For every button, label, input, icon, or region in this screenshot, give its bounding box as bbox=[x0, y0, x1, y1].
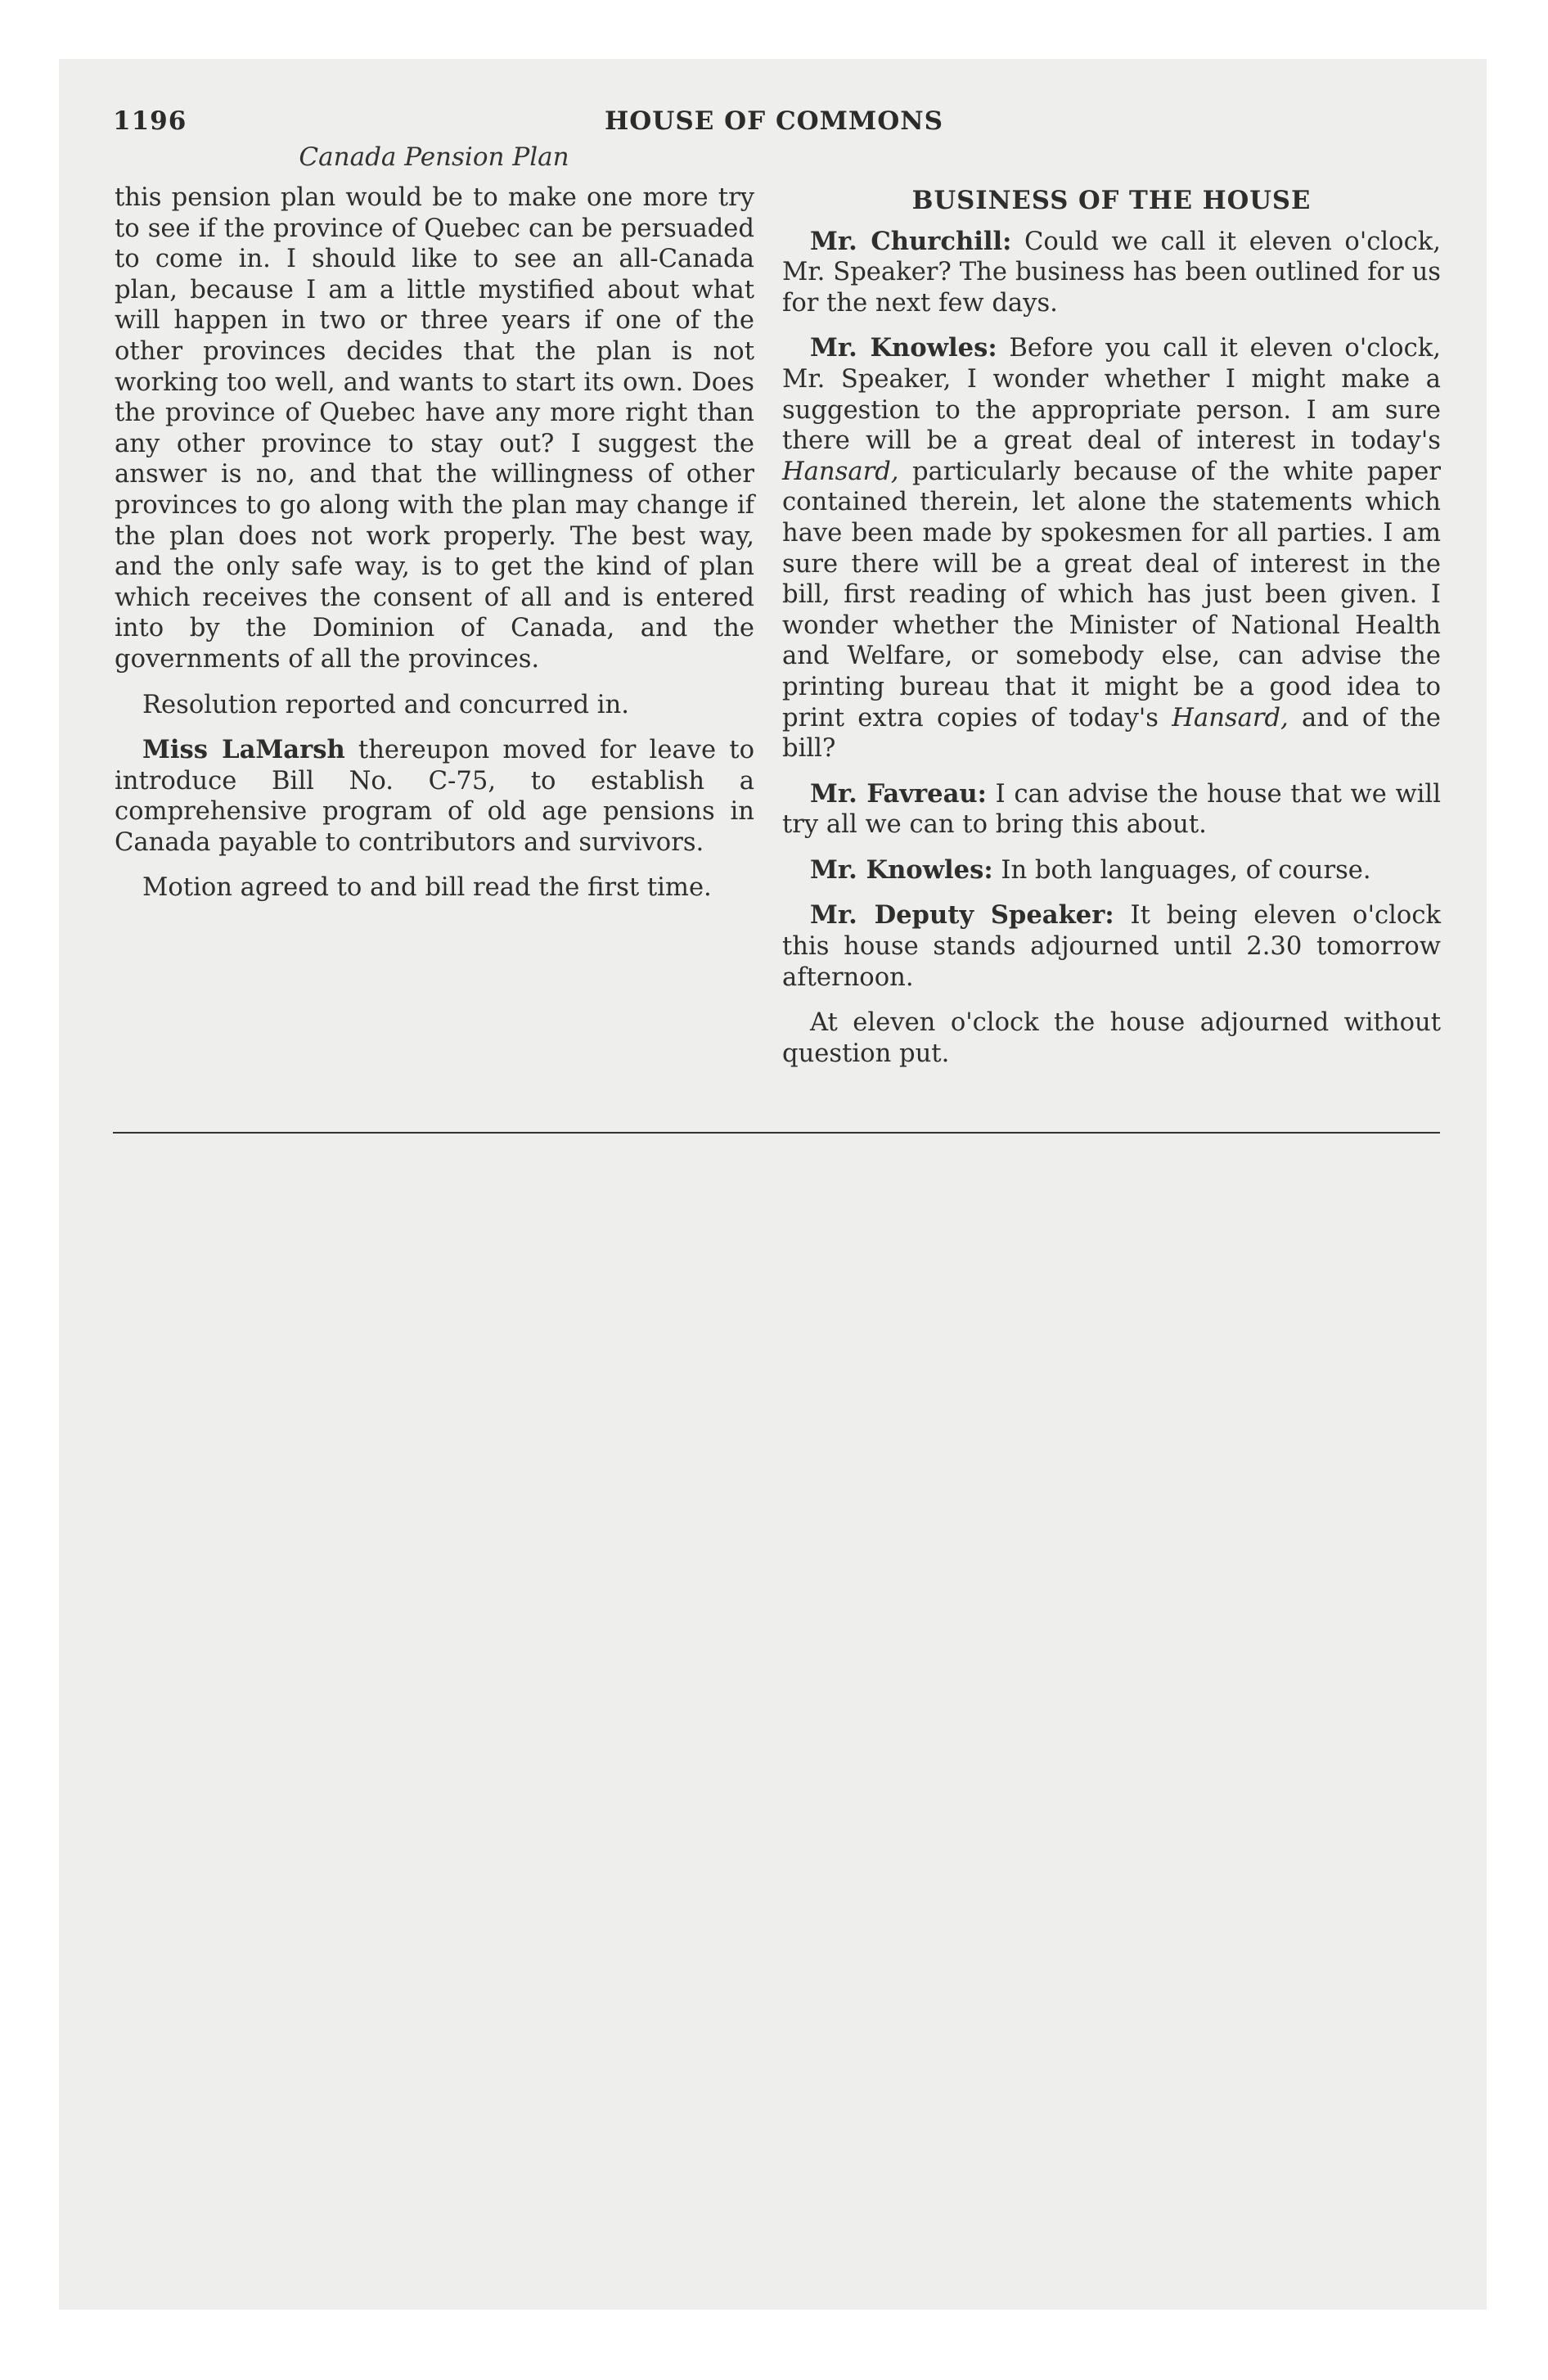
italic-text: Hansard, bbox=[782, 457, 899, 486]
paragraph-favreau bbox=[782, 779, 1441, 841]
paragraph-adjournment: At eleven o'clock the house adjourned without question put. bbox=[782, 1008, 1441, 1068]
paragraph-text: I can advise the house that we will try all we can to bring this about. bbox=[782, 779, 1441, 840]
left-column bbox=[115, 183, 754, 918]
section-heading: BUSINESS OF THE HOUSE bbox=[911, 186, 1312, 215]
paragraph-text: In both languages, of course. bbox=[992, 855, 1371, 885]
paragraph-text: and of the bill? bbox=[782, 703, 1441, 764]
speaker-name: Mr. Knowles: bbox=[810, 854, 993, 885]
paragraph-text: It being eleven o'clock this house stands adjourned until 2.30 tomorrow afternoon. bbox=[782, 901, 1441, 992]
right-column bbox=[782, 183, 1441, 1084]
speaker-name: Mr. Knowles: bbox=[810, 333, 997, 363]
paragraph-first-reading: Motion agreed to and bill read the first time. bbox=[142, 873, 712, 903]
paragraph-text: thereupon moved for leave to introduce Bill No. C-75, to establish a comprehensive program of old age pensions in Canada payable to contributors and survivors. bbox=[115, 736, 754, 857]
speaker-name: Mr. Deputy Speaker: bbox=[810, 900, 1114, 931]
page-number: 1196 bbox=[113, 106, 187, 136]
paragraph-pension-plan-remarks: this pension plan would be to make one more try to see if the province of Quebec can be persuaded to come in. I should like to see an all-Canada plan, because I am a little mystified about what will happen in two or three years if one of the other provinces decides that the plan is not working too well, and wants to start its own. Does the province of Quebec have any more right than any other province to stay out? I suggest the answer is no, and that the willingness of other provinces to go along with the plan may change if the plan does not work properly. The best way, and the only safe way, is to get the kind of plan which receives the consent of all and is entered into by the Dominion of Canada, and the governments of all the provinces. bbox=[115, 183, 754, 674]
paragraph-resolution: Resolution reported and concurred in. bbox=[142, 690, 629, 719]
paragraph-text: particularly because of the white paper contained therein, let alone the statements which have been made by spokesmen for all parties. I am sure there will be a great deal of interest in the bill, first reading of which has just been given. I wonder whether the Minister of National Health and Welfare, or somebody else, can advise the printing bureau that it might be a good idea to print extra copies of today's bbox=[782, 457, 1441, 732]
paragraph-deputy-speaker bbox=[782, 900, 1441, 993]
paragraph-bill-introduction bbox=[115, 735, 754, 858]
paragraph-text: Could we call it eleven o'clock, Mr. Speaker? The business has been outlined for us for the next few days. bbox=[782, 227, 1442, 318]
speaker-name: Miss LaMarsh bbox=[142, 735, 345, 765]
italic-text: Hansard, bbox=[1172, 703, 1289, 732]
paragraph-text: Before you call it eleven o'clock, Mr. Speaker, I wonder whether I might make a suggestion to the appropriate person. I am sure there will be a great deal of interest in today's bbox=[782, 334, 1441, 456]
paragraph-knowles-languages bbox=[782, 855, 1441, 886]
speaker-name: Mr. Churchill: bbox=[810, 226, 1012, 256]
horizontal-rule bbox=[113, 1132, 1440, 1134]
paragraph-knowles bbox=[782, 333, 1441, 764]
paragraph-churchill bbox=[782, 227, 1441, 319]
running-head: HOUSE OF COMMONS bbox=[605, 106, 943, 136]
speaker-name: Mr. Favreau: bbox=[810, 778, 987, 809]
subject-heading: Canada Pension Plan bbox=[299, 142, 569, 172]
